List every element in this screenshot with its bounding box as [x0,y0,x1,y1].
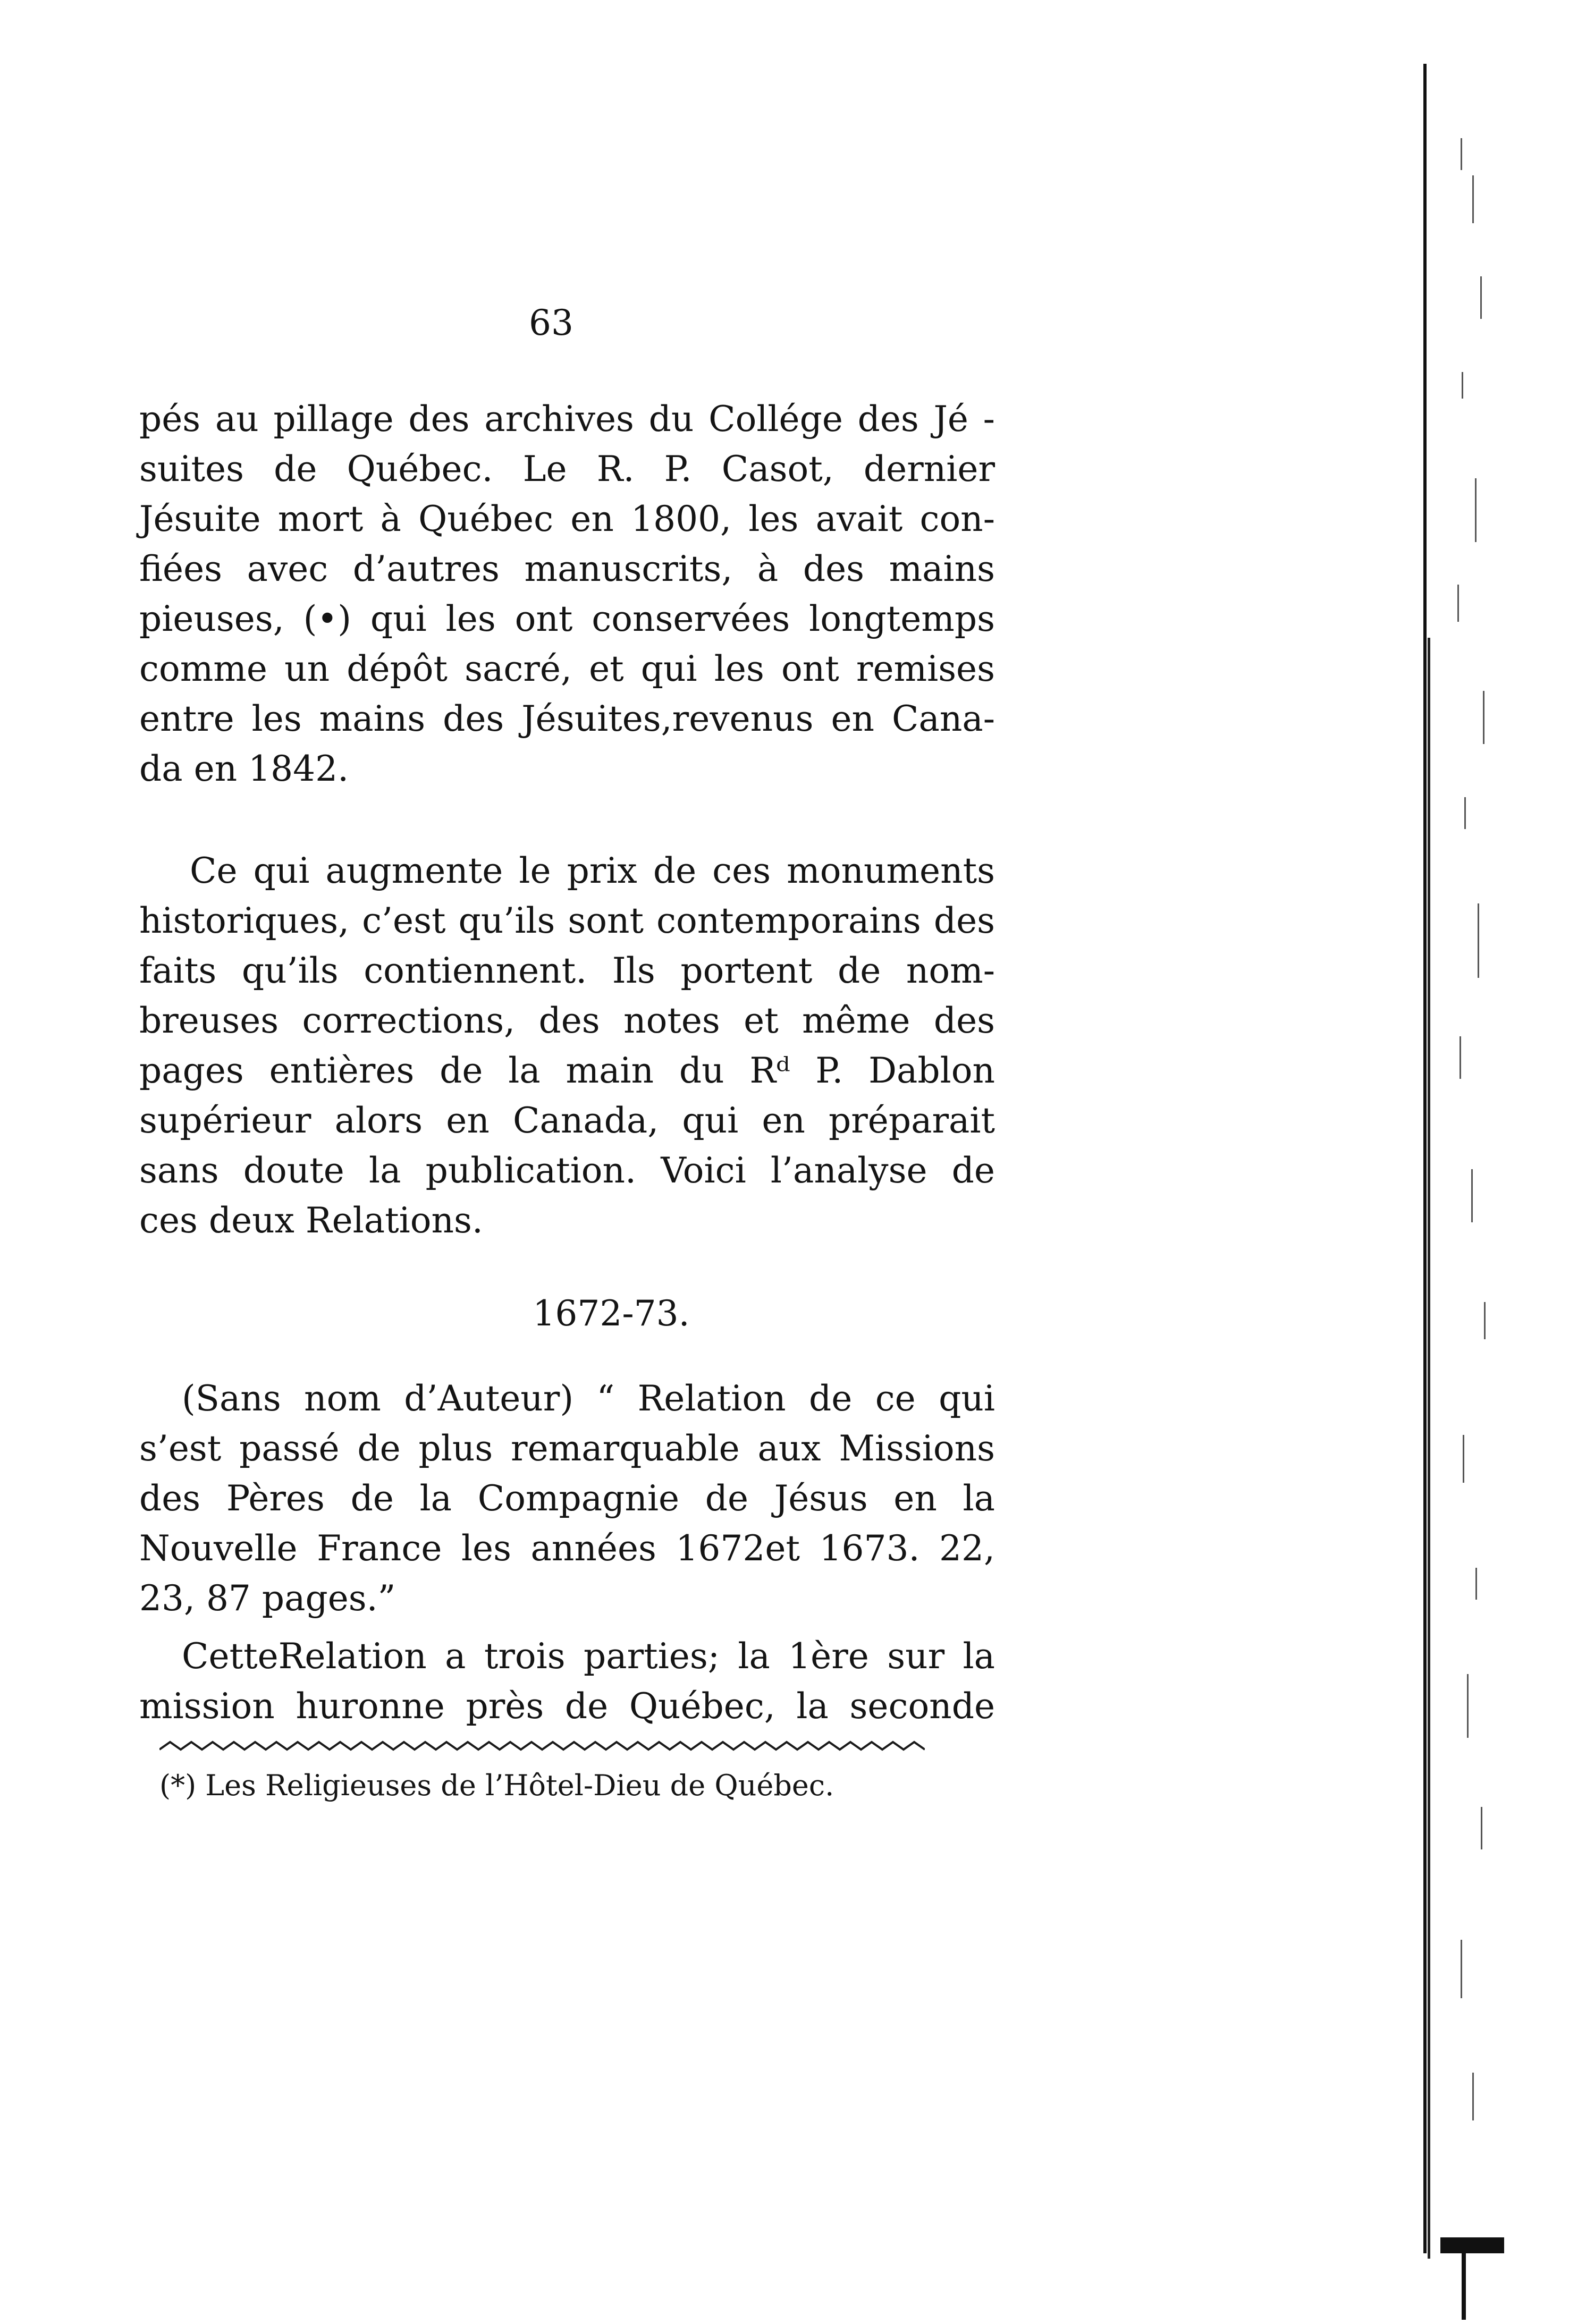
text-line: Jésuite mort à Québec en 1800, les avait con- [139,498,995,539]
footnote: (*) Les Religieuses de l’Hôtel-Dieu de Québec. [159,1769,834,1802]
text-line: (Sans nom d’Auteur) “ Relation de ce qui [182,1378,995,1419]
text-line: s’est passé de plus remarquable aux Missions [139,1428,995,1469]
text-line: pés au pillage des archives du Collége des Jé - [139,399,995,440]
text-line: Ce qui augmente le prix de ces monuments [190,850,995,891]
paragraph-4 [139,1632,995,1731]
text-line: suites de Québec. Le R. P. Casot, dernier [139,449,995,489]
text-line: entre les mains des Jésuites,revenus en Cana- [139,698,995,739]
text-line: mission huronne près de Québec, la seconde [139,1686,995,1727]
page-edge-scan-artifact [1408,0,1586,2324]
text-line: 23, 87 pages.” [139,1578,396,1619]
text-line: Nouvelle France les années 1672et 1673. 22, [139,1528,995,1569]
text-line: faits qu’ils contiennent. Ils portent de nom- [139,950,995,991]
text-line: da en 1842. [139,748,349,789]
paragraph-1 [139,394,995,794]
footnote-separator-ornament [159,1738,925,1754]
text-line: ces deux Relations. [139,1200,483,1241]
text-line: comme un dépôt sacré, et qui les ont remises [139,648,995,689]
text-line: pieuses, (•) qui les ont conservées longtemps [139,598,995,639]
text-line: sans doute la publication. Voici l’analyse de [139,1150,995,1191]
paragraph-3 [139,1374,995,1624]
text-line: pages entières de la main du Rᵈ P. Dablon [139,1050,995,1091]
text-line: breuses corrections, des notes et même des [139,1000,995,1041]
text-line: fiées avec d’autres manuscrits, à des mains [139,548,995,589]
page-number: 63 [529,302,573,343]
text-line: historiques, c’est qu’ils sont contemporains des [139,900,995,941]
text-line: CetteRelation a trois parties; la 1ère sur la [182,1636,995,1677]
text-line: des Pères de la Compagnie de Jésus en la [139,1478,995,1519]
paragraph-2 [139,846,995,1246]
section-heading: 1672-73. [533,1293,690,1334]
text-line: supérieur alors en Canada, qui en préparait [139,1100,995,1141]
